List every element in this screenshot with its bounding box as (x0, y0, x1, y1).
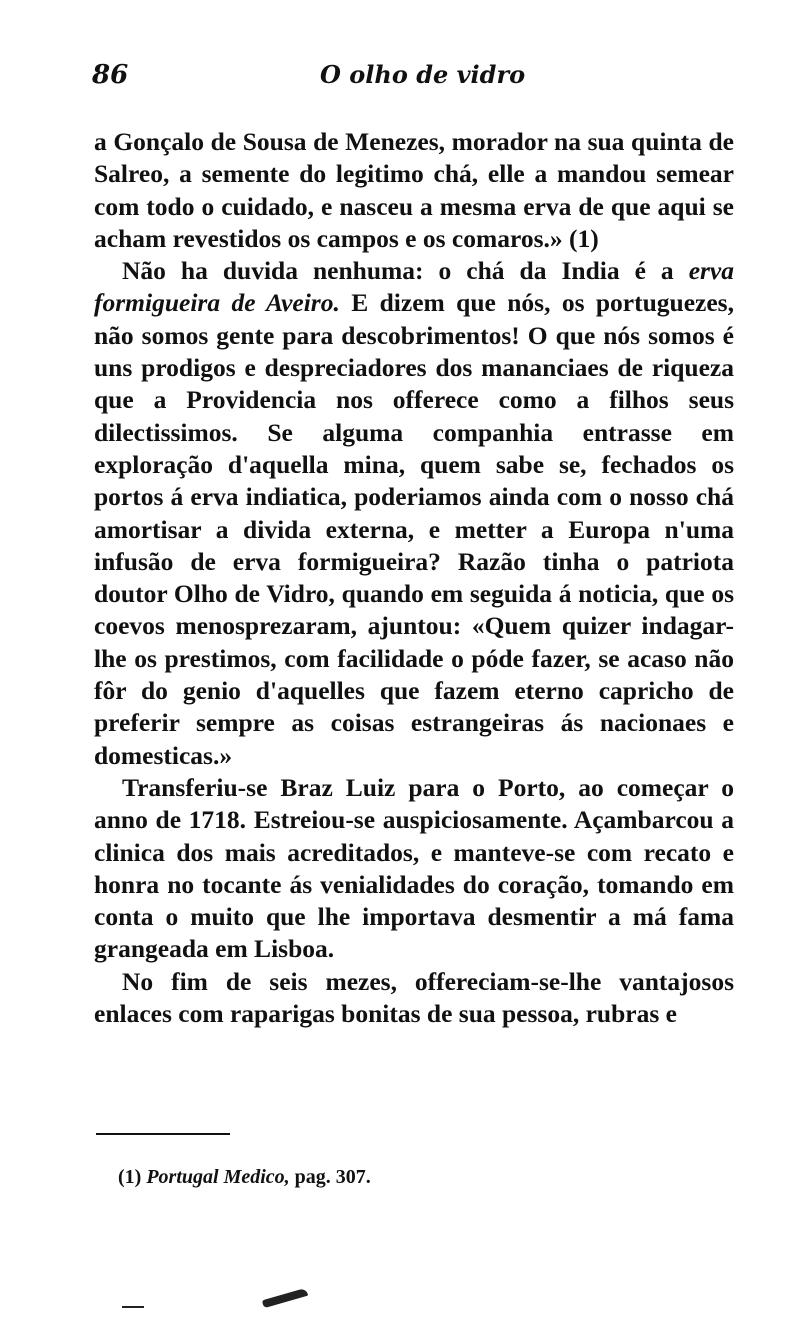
running-header (92, 60, 732, 96)
page-number: 86 (92, 60, 129, 90)
paragraph-2-italic-phrase: erva formigueira de Aveiro. (94, 256, 734, 318)
paragraph-4: No fim de seis mezes, offereciam-se-lhe vantajosos enlaces com raparigas bonitas de sua pessoa, rubras e (94, 966, 734, 1029)
footnote-source: Portugal Medico, (146, 1166, 290, 1188)
paragraph-1: a Gonçalo de Sousa de Menezes, morador na sua quinta de Salreo, a semente do legitimo chá, elle a mandou semear com todo o cuidado, e nasceu a mesma erva de que aqui se acham revestidos os campos e os comaros.» (1) (94, 127, 734, 253)
footnote (118, 1166, 371, 1189)
paragraph-3: Transferiu-se Braz Luiz para o Porto, ao começar o anno de 1718. Estreiou-se auspiciosamente. Açambarcou a clinica dos mais acreditados, e manteve-se com recato e honra no tocante ás venialidades do coração, tomando em conta o muito que lhe importava desmentir a má fama grangeada em Lisboa. (94, 772, 734, 964)
paragraph-2 (94, 255, 734, 772)
paragraph-2-start: Não ha duvida nenhuma: o chá da India é a (122, 256, 689, 286)
running-title: O olho de vidro (320, 60, 526, 89)
body-text (94, 126, 734, 1030)
footnote-page: pag. 307. (294, 1166, 371, 1188)
ink-speck (122, 1306, 144, 1308)
paragraph-2-rest: E dizem que nós, os portuguezes, não somos gente para descobrimentos! O que nós somos é uns prodigos e despreciadores dos mananciaes de riqueza que a Providencia nos offerece como a filhos seus dilectissimos. Se alguma companhia entrasse em exploração d'aquella mina, quem sabe se, fechados os portos á erva indiatica, poderiamos ainda com o nosso chá amortisar a divida externa, e metter a Europa n'uma infusão de erva formigueira? Razão tinha o patriota doutor Olho de Vidro, quando em seguida á noticia, que os coevos menosprezaram, ajuntou: «Quem quizer indagar-lhe os prestimos, com facilidade o póde fazer, se acaso não fôr do genio d'aquelles que fazem eterno capricho de preferir sempre as coisas estrangeiras ás nacionaes e domesticas.» (94, 288, 734, 770)
footnote-marker: (1) (118, 1166, 142, 1188)
footnote-divider (96, 1133, 230, 1135)
ink-smudge (262, 1288, 308, 1308)
